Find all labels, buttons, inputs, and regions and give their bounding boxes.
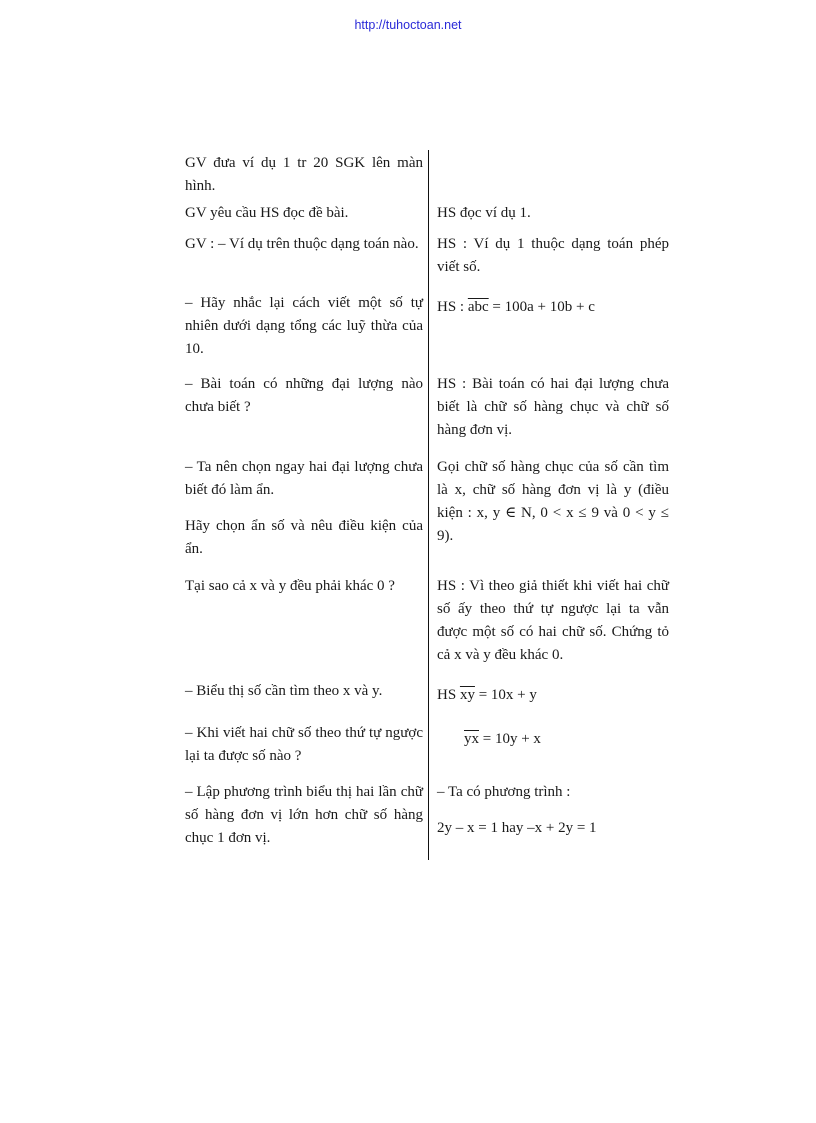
row-1-left: GV yêu cầu HS đọc đề bài. xyxy=(185,205,349,221)
row-7-right-suffix: = 10x + y xyxy=(474,687,537,703)
row-5-left-2: Hãy chọn ẩn số và nêu điều kiện của ẩn. xyxy=(185,518,423,557)
number-abc-overlined: $\overline{abc}$ xyxy=(467,299,489,315)
row-7-right xyxy=(437,684,669,707)
row-3-right-prefix: HS : xyxy=(437,299,468,315)
column-divider xyxy=(428,150,429,860)
row-3-right xyxy=(437,296,669,319)
row-0-left: GV đưa ví dụ 1 tr 20 SGK lên màn hình. xyxy=(185,155,423,194)
row-8-right-suffix: = 10y + x xyxy=(479,731,541,747)
row-1-right: HS đọc ví dụ 1. xyxy=(437,205,531,221)
row-4-right: HS : Bài toán có hai đại lượng chưa biết là chữ số hàng chục và chữ số hàng đơn vị. xyxy=(437,376,669,438)
row-3-right-suffix: = 100a + 10b + c xyxy=(488,299,595,315)
row-8-left: – Khi viết hai chữ số theo thứ tự ngược lại ta được số nào ? xyxy=(185,725,423,764)
row-2-left: GV : – Ví dụ trên thuộc dạng toán nào. xyxy=(185,236,419,252)
number-xy-overlined: $\overline{xy}$ xyxy=(459,687,475,703)
row-3-left: – Hãy nhắc lại cách viết một số tự nhiên dưới dạng tổng các luỹ thừa của 10. xyxy=(185,295,423,357)
row-8-right xyxy=(437,728,696,751)
row-6-right: HS : Vì theo giả thiết khi viết hai chữ số ấy theo thứ tự ngược lại ta vẫn được một số có hai chữ số. Chứng tỏ cả x và y đều khác 0. xyxy=(437,578,669,663)
header-url-link[interactable]: http://tuhoctoan.net xyxy=(354,18,462,32)
row-9-right-equation: 2y – x = 1 hay –x + 2y = 1 xyxy=(437,820,597,836)
row-9-right: – Ta có phương trình : xyxy=(437,784,571,800)
row-7-left: – Biểu thị số cần tìm theo x và y. xyxy=(185,683,383,699)
row-6-left: Tại sao cả x và y đều phải khác 0 ? xyxy=(185,578,395,594)
number-yx-overlined: $\overline{yx}$ xyxy=(464,731,479,747)
row-4-left: – Bài toán có những đại lượng nào chưa biết ? xyxy=(185,376,423,415)
row-2-right: HS : Ví dụ 1 thuộc dạng toán phép viết số. xyxy=(437,236,669,275)
row-5-left: – Ta nên chọn ngay hai đại lượng chưa biết đó làm ẩn. xyxy=(185,459,423,498)
row-7-right-prefix: HS xyxy=(437,687,460,703)
row-9-left: – Lập phương trình biểu thị hai lần chữ số hàng đơn vị lớn hơn chữ số hàng chục 1 đơn vị. xyxy=(185,784,423,846)
row-5-right: Gọi chữ số hàng chục của số cần tìm là x, chữ số hàng đơn vị là y (điều kiện : x, y ∈ N, 0 < x ≤ 9 và 0 < y ≤ 9). xyxy=(437,459,669,544)
